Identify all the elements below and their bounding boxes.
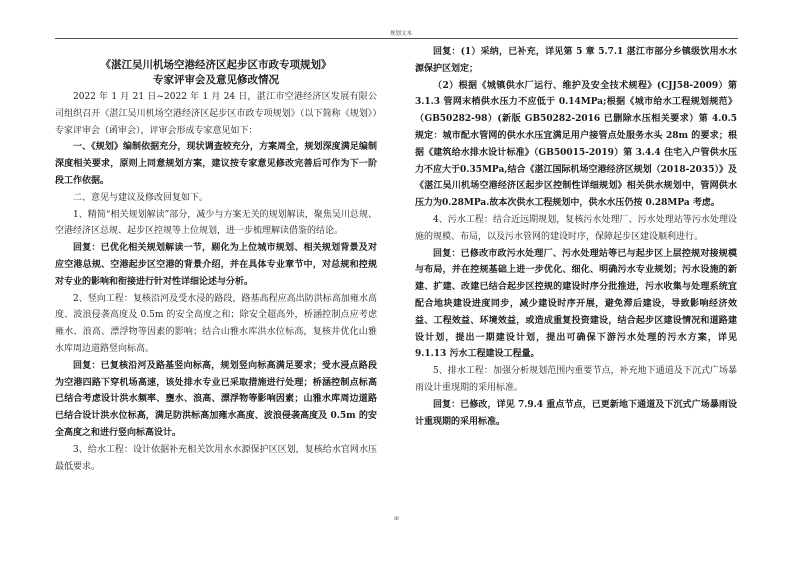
page-number: iii [394,516,399,522]
header-label: 规划文本 [389,31,412,37]
page-header [0,0,793,40]
section-heading: 二、意见与建议及修改回复如下。 [73,192,209,203]
document-title: 《湛江吴川机场空港经济区起步区市政专项规划》 [100,59,332,71]
intro-paragraph: 2022 年 1 月 21 日~2022 年 1 月 24 日，湛江市空港经济区发展有限公司组织召开《湛江吴川机场空港经济区起步区市政专项规划》（以下简称《规划》）专家评审会（函审会），评审会形成专家意见如下： [55,92,377,136]
reply-2: 回复：已复核沿河及路基竖向标高，规划竖向标高满足要求；受水浸点路段为空港四路下穿机场高速，该处排水专业已采取措施进行处理；桥涵控制点标高已结合考虑设计洪水频率、壅水、浪高、漂浮物等影响因素；山雅水库周边道路已结合设计洪水位标高，满足防洪标高加雍水高度、波浪侵袭高度及 0.5m 的安全高度之和进行竖向标高设计。 [55,360,377,438]
reply-1: 回复：已优化相关规划解读一节，剔化为上位城市规划、相关规划背景及对应空港总规、空港起步区空港的背景介绍，并在具体专业章节中，对总规和控规对专业的影响和衔接进行针对性详细论述与分析。 [55,243,377,287]
opinion-item-5: 5、排水工程：加强分析规划范围内重要节点，补充地下通道及下沉式广场暴雨设计重现期的采用标准。 [415,366,737,393]
reply-3b: （2）根据《城镇供水厂运行、维护及安全技术规程》(CJJ58-2009）第 3.1.3 管网末梢供水压力不应低于 0.14MPa;根据《城市给水工程规划规范》（GB50282-98）(新版 GB50282-2016 已删除水压相关要求）第 4.0.5 规定：城市配水管网的供水水压宜满足用户接管点处服务水头 28m 的要求；根据《建筑给水排水设计标准》（GB50015-2019）第 3.4.4 住宅入户管供水压力不应大于0.35MPa,结合《湛江国际机场空港经济区规划（2018-2035）》及《湛江吴川机场空港经济区起步区控制性详细规划》相关供水规划中，管网供水压力为0.28MPa.故本次供水工程规划中，供水水压仍按 0.28MPa 考虑。 [415,80,737,209]
document-subtitle: 专家评审会及意见修改情况 [153,74,279,86]
reply-4: 回复：已修改市政污水处理厂、污水处理站等已与起步区上层控规对接规模与布局，并在控规基础上进一步优化、细化、明确污水专业规划；污水设施的新建、扩建、改建已结合起步区控规的建设时序分批推进，污水收集与处理系统宜配合地块建设进度同步，减少建设时序开展，避免滞后建设，导致影响经济效益、工程效益、环境效益，或造成重复投资建设，结合起步区建设情况和道路建设计划，提出一期建设计划，提出可确保下游污水处理的污水方案，详见 9.1.13 污水工程建设工程量。 [415,248,737,360]
opinion-item-1: 1、精简“相关规划解读”部分，减少与方案无关的规划解读，聚焦吴川总规、空港经济区总规、起步区控规等上位规划，进一步梳理解读借鉴的结论。 [55,209,377,237]
header-rule [55,38,738,39]
opinion-item-2: 2、竖向工程：复核沿河及受水浸的路段，路基高程应高出防洪标高加雍水高度、波浪侵袭高度及 0.5m 的安全高度之和；除安全超高外，桥涵控制点应考虑雍水、浪高、漂浮物等因素的影响；结合山雅水库洪水位标高，复核井优化山雅水库周边道路竖向标高。 [55,293,377,354]
opinion-1: 一、《规划》编制依据充分，现状调查较充分，方案周全，规划深度满足编制深度相关要求，原则上同意规划方案，建议按专家意见修改完善后可作为下一阶段工作依据。 [55,142,377,186]
left-column [55,58,377,475]
reply-5: 回复：已修改，详见 7.9.4 重点节点，已更新地下通道及下沉式广场暴雨设计重现期的采用标准。 [415,399,737,427]
opinion-item-3: 3、给水工程：设计依据补充相关饮用水水源保护区区划，复核给水官网水压最低要求。 [55,444,377,472]
opinion-item-4: 4、污水工程：结合近远期规划，复核污水处理厂、污水处理站等污水处理设施的规模、布局，以及污水管网的建设时序，保障起步区建设顺利进行。 [415,214,737,242]
right-column [415,44,737,430]
reply-3a: 回复：(1）采纳，已补充，详见第 5 章 5.7.1 湛江市部分乡镇级饮用水水源保护区划定； [415,47,737,74]
